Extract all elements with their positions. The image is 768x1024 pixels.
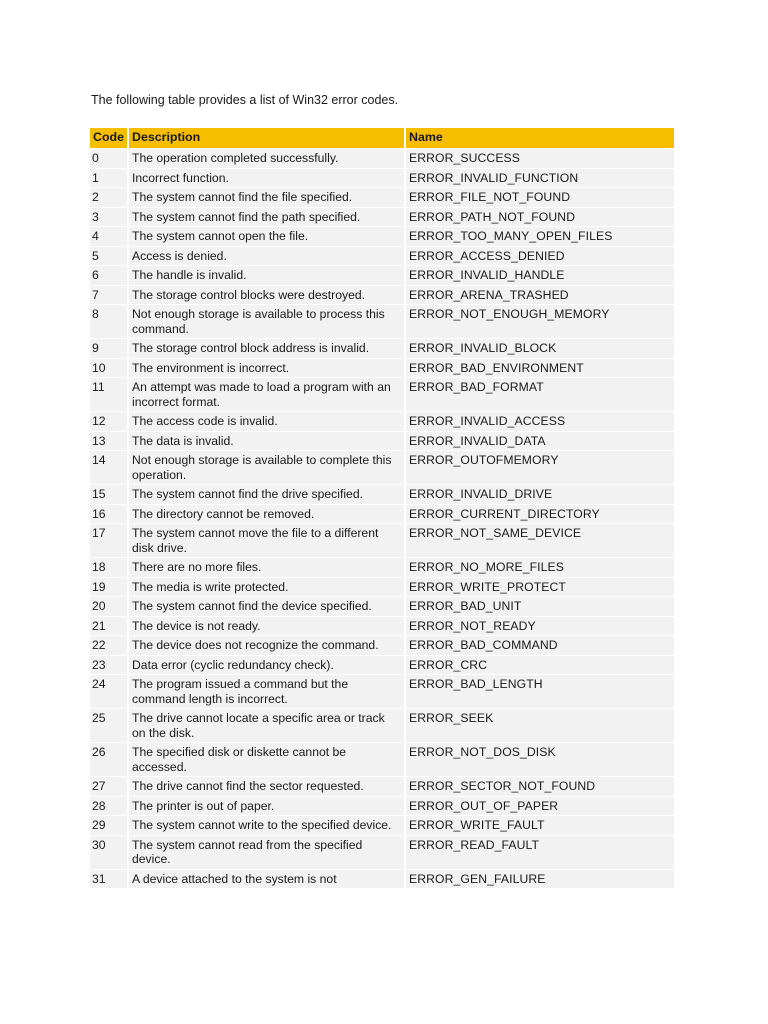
cell-description: The directory cannot be removed. (129, 505, 404, 524)
header-row (90, 128, 674, 148)
cell-name: ERROR_INVALID_BLOCK (406, 339, 674, 358)
cell-description: A device attached to the system is not (129, 870, 404, 889)
cell-description: The environment is incorrect. (129, 359, 404, 378)
cell-name: ERROR_NO_MORE_FILES (406, 558, 674, 577)
cell-name: ERROR_FILE_NOT_FOUND (406, 188, 674, 207)
cell-description: The device is not ready. (129, 617, 404, 636)
table-row (90, 169, 674, 188)
cell-name: ERROR_BAD_FORMAT (406, 378, 674, 411)
cell-code: 11 (90, 378, 127, 411)
cell-code: 12 (90, 412, 127, 431)
table-row (90, 578, 674, 597)
cell-code: 31 (90, 870, 127, 889)
cell-code: 23 (90, 656, 127, 675)
table-row (90, 836, 674, 869)
table-row (90, 451, 674, 484)
cell-name: ERROR_INVALID_DATA (406, 432, 674, 451)
table-row (90, 743, 674, 776)
table-row (90, 485, 674, 504)
table-row (90, 617, 674, 636)
cell-description: The system cannot find the file specified. (129, 188, 404, 207)
cell-name: ERROR_SECTOR_NOT_FOUND (406, 777, 674, 796)
cell-description: Not enough storage is available to complete this operation. (129, 451, 404, 484)
cell-code: 26 (90, 743, 127, 776)
cell-name: ERROR_BAD_COMMAND (406, 636, 674, 655)
cell-code: 9 (90, 339, 127, 358)
cell-name: ERROR_NOT_READY (406, 617, 674, 636)
cell-description: The system cannot write to the specified device. (129, 816, 404, 835)
cell-code: 3 (90, 208, 127, 227)
cell-code: 4 (90, 227, 127, 246)
table-body (90, 149, 674, 888)
cell-name: ERROR_WRITE_PROTECT (406, 578, 674, 597)
cell-name: ERROR_BAD_LENGTH (406, 675, 674, 708)
table-row (90, 777, 674, 796)
table-row (90, 432, 674, 451)
cell-description: The program issued a command but the command length is incorrect. (129, 675, 404, 708)
cell-code: 1 (90, 169, 127, 188)
table-row (90, 266, 674, 285)
table-row (90, 247, 674, 266)
table-row (90, 227, 674, 246)
table-row (90, 797, 674, 816)
table-row (90, 870, 674, 889)
cell-description: The handle is invalid. (129, 266, 404, 285)
cell-name: ERROR_NOT_SAME_DEVICE (406, 524, 674, 557)
cell-name: ERROR_WRITE_FAULT (406, 816, 674, 835)
cell-description: The storage control blocks were destroyed. (129, 286, 404, 305)
cell-description: Access is denied. (129, 247, 404, 266)
cell-code: 30 (90, 836, 127, 869)
table-row (90, 359, 674, 378)
cell-name: ERROR_CURRENT_DIRECTORY (406, 505, 674, 524)
cell-description: The system cannot find the path specified. (129, 208, 404, 227)
table-row (90, 188, 674, 207)
cell-description: The system cannot move the file to a different disk drive. (129, 524, 404, 557)
cell-name: ERROR_SEEK (406, 709, 674, 742)
cell-name: ERROR_OUT_OF_PAPER (406, 797, 674, 816)
cell-code: 14 (90, 451, 127, 484)
cell-description: Not enough storage is available to process this command. (129, 305, 404, 338)
cell-description: The media is write protected. (129, 578, 404, 597)
cell-name: ERROR_READ_FAULT (406, 836, 674, 869)
cell-code: 27 (90, 777, 127, 796)
cell-code: 25 (90, 709, 127, 742)
cell-code: 29 (90, 816, 127, 835)
cell-description: The access code is invalid. (129, 412, 404, 431)
cell-code: 21 (90, 617, 127, 636)
cell-description: An attempt was made to load a program with an incorrect format. (129, 378, 404, 411)
table-row (90, 597, 674, 616)
table-row (90, 339, 674, 358)
cell-description: The specified disk or diskette cannot be accessed. (129, 743, 404, 776)
table-row (90, 558, 674, 577)
cell-code: 20 (90, 597, 127, 616)
cell-name: ERROR_CRC (406, 656, 674, 675)
cell-name: ERROR_OUTOFMEMORY (406, 451, 674, 484)
cell-code: 16 (90, 505, 127, 524)
cell-name: ERROR_NOT_ENOUGH_MEMORY (406, 305, 674, 338)
table-row (90, 656, 674, 675)
cell-code: 28 (90, 797, 127, 816)
error-codes-table (88, 127, 676, 889)
cell-name: ERROR_SUCCESS (406, 149, 674, 168)
cell-code: 0 (90, 149, 127, 168)
cell-description: The drive cannot locate a specific area or track on the disk. (129, 709, 404, 742)
table-header (90, 128, 674, 148)
cell-description: The device does not recognize the command. (129, 636, 404, 655)
cell-code: 17 (90, 524, 127, 557)
cell-name: ERROR_INVALID_ACCESS (406, 412, 674, 431)
cell-description: The data is invalid. (129, 432, 404, 451)
cell-name: ERROR_ARENA_TRASHED (406, 286, 674, 305)
cell-description: The system cannot find the device specified. (129, 597, 404, 616)
cell-name: ERROR_BAD_ENVIRONMENT (406, 359, 674, 378)
cell-code: 19 (90, 578, 127, 597)
cell-code: 15 (90, 485, 127, 504)
cell-name: ERROR_ACCESS_DENIED (406, 247, 674, 266)
cell-description: Data error (cyclic redundancy check). (129, 656, 404, 675)
table-row (90, 305, 674, 338)
cell-name: ERROR_TOO_MANY_OPEN_FILES (406, 227, 674, 246)
cell-code: 10 (90, 359, 127, 378)
table-row (90, 816, 674, 835)
intro-text: The following table provides a list of Win32 error codes. (91, 93, 399, 107)
cell-code: 7 (90, 286, 127, 305)
cell-description: The system cannot find the drive specified. (129, 485, 404, 504)
table-row (90, 286, 674, 305)
table-row (90, 412, 674, 431)
cell-description: The system cannot open the file. (129, 227, 404, 246)
cell-name: ERROR_PATH_NOT_FOUND (406, 208, 674, 227)
cell-name: ERROR_INVALID_FUNCTION (406, 169, 674, 188)
cell-name: ERROR_BAD_UNIT (406, 597, 674, 616)
cell-code: 2 (90, 188, 127, 207)
cell-name: ERROR_INVALID_HANDLE (406, 266, 674, 285)
cell-code: 24 (90, 675, 127, 708)
cell-description: The operation completed successfully. (129, 149, 404, 168)
cell-name: ERROR_NOT_DOS_DISK (406, 743, 674, 776)
table-row (90, 505, 674, 524)
header-code: Code (90, 128, 127, 148)
cell-code: 18 (90, 558, 127, 577)
cell-code: 22 (90, 636, 127, 655)
cell-description: The system cannot read from the specified device. (129, 836, 404, 869)
cell-description: The printer is out of paper. (129, 797, 404, 816)
table-row (90, 675, 674, 708)
cell-description: Incorrect function. (129, 169, 404, 188)
table-row (90, 378, 674, 411)
cell-code: 6 (90, 266, 127, 285)
table-row (90, 524, 674, 557)
cell-code: 8 (90, 305, 127, 338)
header-name: Name (406, 128, 674, 148)
header-description: Description (129, 128, 404, 148)
cell-description: There are no more files. (129, 558, 404, 577)
table-row (90, 636, 674, 655)
cell-name: ERROR_INVALID_DRIVE (406, 485, 674, 504)
table-row (90, 709, 674, 742)
table-row (90, 149, 674, 168)
cell-description: The storage control block address is invalid. (129, 339, 404, 358)
cell-description: The drive cannot find the sector requested. (129, 777, 404, 796)
cell-name: ERROR_GEN_FAILURE (406, 870, 674, 889)
cell-code: 5 (90, 247, 127, 266)
table-row (90, 208, 674, 227)
cell-code: 13 (90, 432, 127, 451)
